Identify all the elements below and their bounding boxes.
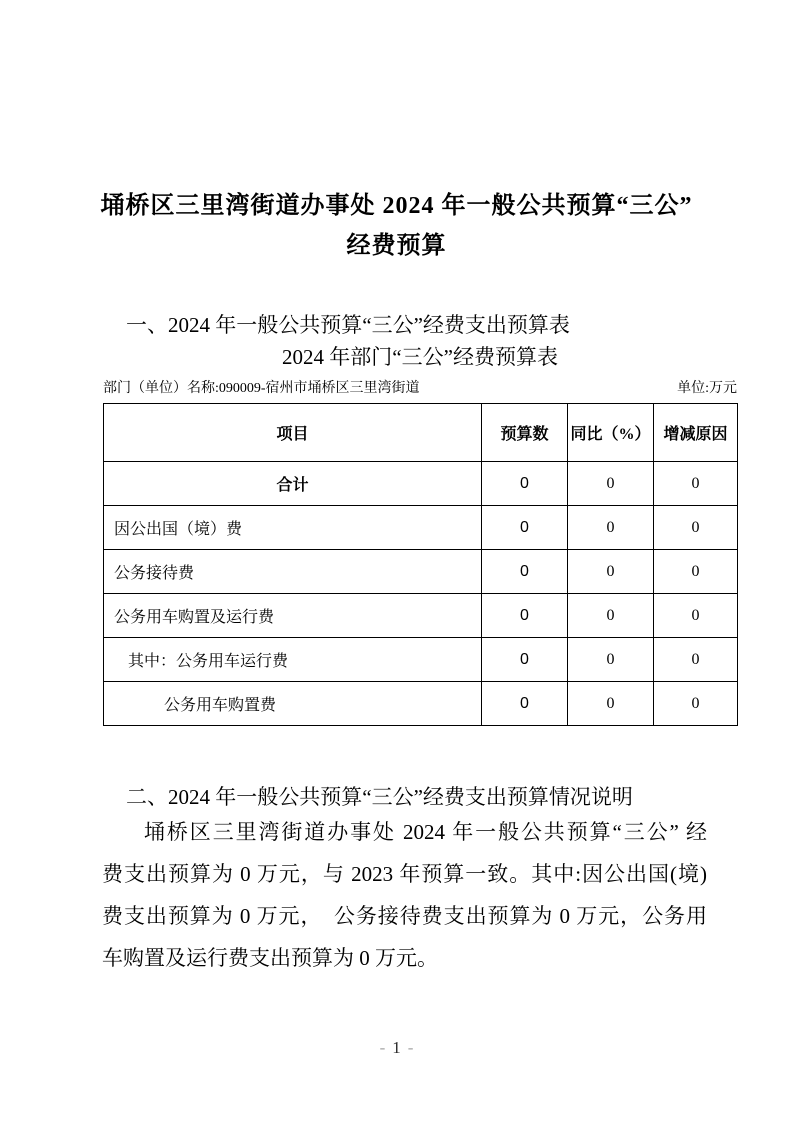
- budget-table-header-cell: 同比（%）: [568, 404, 654, 462]
- paragraph-line: 费支出预算为 0 万元，与 2023 年预算一致。其中:因公出国(境): [102, 862, 707, 886]
- budget-table-row: [104, 506, 738, 550]
- budget-item-value: 0: [482, 506, 568, 550]
- budget-item-label: 合计: [104, 462, 482, 506]
- budget-table-row: [104, 638, 738, 682]
- budget-item-value: 0: [482, 550, 568, 594]
- budget-item-value: 0: [568, 594, 654, 638]
- budget-table-row: [104, 594, 738, 638]
- budget-table-header-row: [104, 404, 738, 462]
- budget-table: [103, 403, 738, 726]
- budget-table-row: [104, 462, 738, 506]
- budget-item-value: 0: [568, 462, 654, 506]
- budget-item-value: 0: [568, 638, 654, 682]
- budget-table-header-cell: 预算数: [482, 404, 568, 462]
- budget-item-value: 0: [654, 506, 738, 550]
- budget-table-row: [104, 550, 738, 594]
- table-caption: [103, 380, 737, 398]
- budget-table-row: [104, 682, 738, 726]
- budget-item-label: 公务用车购置费: [104, 682, 482, 726]
- section1-heading: 一、2024 年一般公共预算“三公”经费支出预算表: [126, 313, 570, 337]
- budget-item-value: 0: [654, 638, 738, 682]
- section2-heading: 二、2024 年一般公共预算“三公”经费支出预算情况说明: [126, 785, 633, 809]
- budget-item-value: 0: [482, 682, 568, 726]
- budget-item-value: 0: [568, 550, 654, 594]
- paragraph-line: 费支出预算为 0 万元， 公务接待费支出预算为 0 万元，公务用: [102, 904, 707, 928]
- budget-item-value: 0: [568, 506, 654, 550]
- paragraph-line: 埇桥区三里湾街道办事处 2024 年一般公共预算“三公” 经: [144, 820, 707, 844]
- paragraph-line: 车购置及运行费支出预算为 0 万元。: [102, 946, 438, 970]
- page-number: [0, 1038, 793, 1058]
- page-number-right-dash: -: [407, 1038, 414, 1057]
- budget-item-label: 公务用车购置及运行费: [104, 594, 482, 638]
- budget-item-label: 公务接待费: [104, 550, 482, 594]
- budget-table-header-cell: 增减原因: [654, 404, 738, 462]
- table-title: 2024 年部门“三公”经费预算表: [282, 345, 558, 369]
- budget-table-body: [104, 462, 738, 726]
- budget-item-value: 0: [654, 682, 738, 726]
- table-caption-unit: 单位:万元: [677, 381, 737, 396]
- page-number-value: 1: [392, 1038, 401, 1057]
- document-title-line1: 埇桥区三里湾街道办事处 2024 年一般公共预算“三公”: [100, 193, 693, 219]
- budget-item-value: 0: [568, 682, 654, 726]
- table-caption-department: 部门（单位）名称:090009-宿州市埇桥区三里湾街道: [103, 381, 420, 396]
- budget-item-value: 0: [482, 594, 568, 638]
- budget-item-value: 0: [654, 550, 738, 594]
- document-title: [0, 186, 793, 266]
- budget-item-label: 其中：公务用车运行费: [104, 638, 482, 682]
- budget-item-label: 因公出国（境）费: [104, 506, 482, 550]
- budget-item-value: 0: [654, 594, 738, 638]
- budget-item-value: 0: [482, 638, 568, 682]
- budget-item-value: 0: [482, 462, 568, 506]
- budget-table-header-cell: 项目: [104, 404, 482, 462]
- budget-item-value: 0: [654, 462, 738, 506]
- document-title-line2: 经费预算: [346, 233, 447, 259]
- explanation-paragraph: [102, 811, 707, 979]
- page-number-left-dash: -: [379, 1038, 386, 1057]
